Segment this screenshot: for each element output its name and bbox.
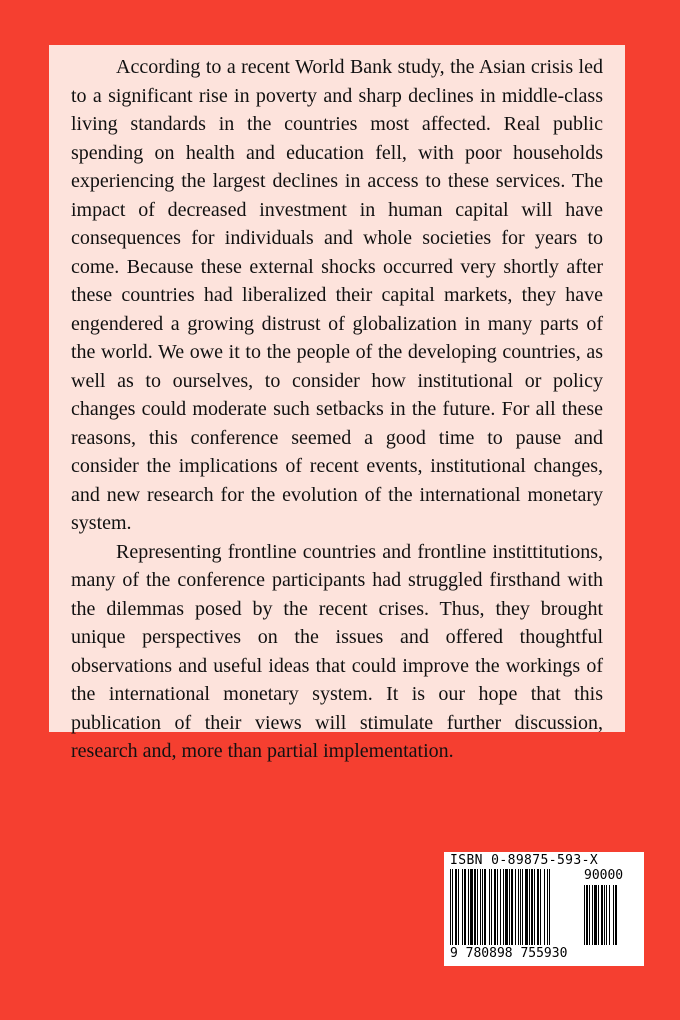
barcode-bar [584, 885, 585, 945]
barcode-bar [450, 869, 451, 945]
barcode-bar [598, 885, 599, 945]
barcode-bar [458, 869, 459, 945]
barcode-bar [509, 869, 510, 945]
barcode-bar [534, 869, 535, 945]
isbn-barcode [444, 852, 644, 966]
barcode-bar [615, 885, 617, 945]
barcode-bar [497, 869, 498, 945]
barcode-bar [589, 885, 590, 945]
barcode-bar [537, 869, 539, 945]
barcode-bar [480, 869, 481, 945]
barcode-bar [482, 869, 483, 945]
barcode-bar [515, 869, 516, 945]
barcode-bar [592, 885, 593, 945]
blurb-paragraph-2: Representing frontline countries and frontline instittitutions, many of the conference participants had struggled firsthand with the dilemmas posed by the recent crises. Thus, they brought unique perspectives on the issues and offered thoughtful observations and useful ideas that could improve the workings of the international monetary system. It is our hope that this publication of their views will stimulate further discussion, research and, more than partial implementation. [71, 540, 603, 762]
barcode-bar [544, 869, 545, 945]
barcode-bar [505, 869, 508, 945]
barcode-bar [520, 869, 521, 945]
barcode-bar [462, 869, 463, 945]
addon-barcode-bars [584, 885, 638, 945]
barcode-bar [470, 869, 473, 945]
barcode-bar [511, 869, 513, 945]
barcode-bar [601, 885, 603, 945]
barcode-bar [491, 869, 492, 945]
barcode-bar [529, 869, 530, 945]
barcode-bar [455, 869, 457, 945]
barcode-bar [604, 885, 605, 945]
barcode-bar [522, 869, 523, 945]
blurb-panel [49, 45, 625, 762]
addon-barcode [584, 869, 638, 945]
barcode-bar [594, 885, 597, 945]
barcode-bar [500, 869, 501, 945]
barcode-bar [489, 869, 490, 945]
barcode-bar [518, 869, 519, 945]
barcode-bar [606, 885, 607, 945]
barcode-bar [503, 869, 504, 945]
barcode-bar [547, 869, 548, 945]
ean-barcode-bars [450, 869, 575, 945]
barcode-bar [484, 869, 486, 945]
barcode-bar [464, 869, 466, 945]
addon-number: 90000 [584, 868, 624, 883]
barcode-bar [452, 869, 453, 945]
ean-number: 9 780898 755930 [450, 946, 568, 961]
barcode-bar [586, 885, 588, 945]
barcode-bar [477, 869, 478, 945]
blurb-paragraph-1: According to a recent World Bank study, the Asian crisis led to a significant rise in poverty and sharp declines in middle-class living standards in the countries most affected. Real public spending on health and education fell, with poor households experiencing the largest declines in access to these services. The impact of decreased investment in human capital will have consequences for individuals and whole societies for years to come. Because these external shocks occurred very shortly after these countries had liberalized their capital markets, they have engendered a growing distrust of globalization in many parts of the world. We owe it to the people of the developing countries, as well as to ourselves, to consider how institutional or policy changes could moderate such setbacks in the future. For all these reasons, this conference seemed a good time to pause and consider the implications of recent events, institutional changes, and new research for the evolution of the international monetary system. [71, 56, 603, 534]
barcode-bar [474, 869, 476, 945]
barcode-bar [540, 869, 541, 945]
barcode-bar [609, 885, 610, 945]
barcode-bar [613, 885, 614, 945]
barcode-bar [531, 869, 533, 945]
barcode-bar [525, 869, 528, 945]
barcode-bar [494, 869, 496, 945]
isbn-label: ISBN 0-89875-593-X [450, 853, 599, 868]
barcode-bar [549, 869, 550, 945]
barcode-bar [468, 869, 469, 945]
